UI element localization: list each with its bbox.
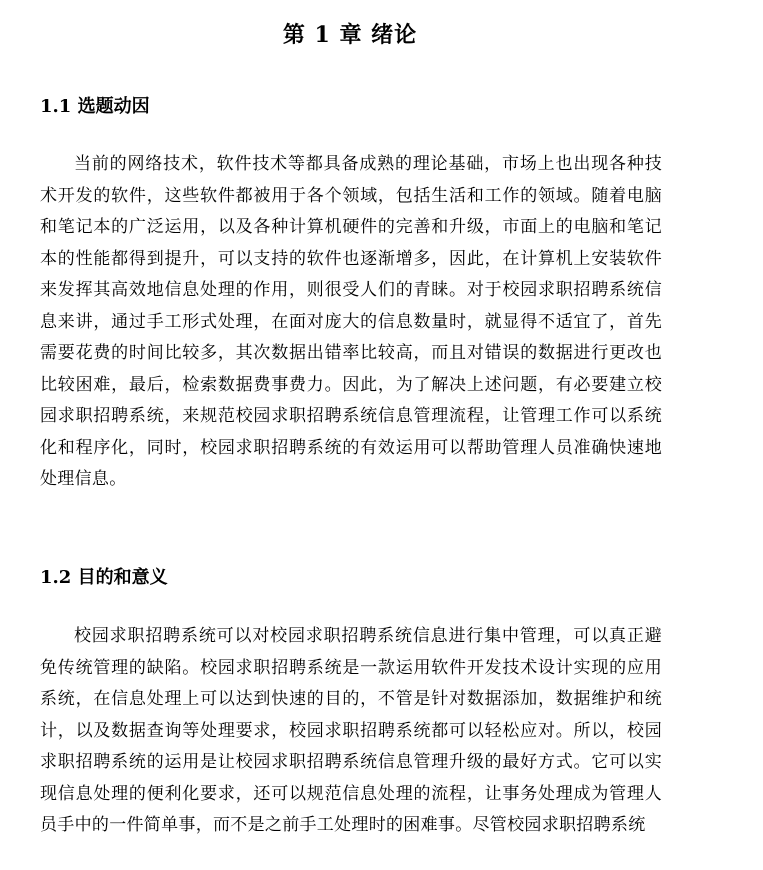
chapter-title: 第 1 章 绪论 (282, 22, 418, 48)
section-title-1-2: 1.2 目的和意义 (40, 567, 168, 588)
section-title-1-1: 1.1 选题动因 (40, 96, 150, 117)
section-1-1-paragraph: 当前的网络技术，软件技术等都具备成熟的理论基础，市场上也出现各种技术开发的软件，这些软件都被用于各个领域，包括生活和工作的领域。随着电脑和笔记本的广泛运用，以及各种计算机硬件的完善和升级，市面上的电脑和笔记本的性能都得到提升，可以支持的软件也逐渐增多，因此，在计算机上安装软件来发挥其高效地信息处理的作用，则很受人们的青睐。对于校园求职招聘系统信息来讲，通过手工形式处理，在面对庞大的信息数量时，就显得不适宜了，首先需要花费的时间比较多，其次数据出错率比较高，而且对错误的数据进行更改也比较困难，最后，检索数据费事费力。因此，为了解决上述问题，有必要建立校园求职招聘系统，来规范校园求职招聘系统信息管理流程，让管理工作可以系统化和程序化，同时，校园求职招聘系统的有效运用可以帮助管理人员准确快速地处理信息。 (40, 154, 662, 489)
section-1-2-paragraph: 校园求职招聘系统可以对校园求职招聘系统信息进行集中管理，可以真正避免传统管理的缺陷。校园求职招聘系统是一款运用软件开发技术设计实现的应用系统，在信息处理上可以达到快速的目的，不管是针对数据添加，数据维护和统计，以及数据查询等处理要求，校园求职招聘系统都可以轻松应对。所以，校园求职招聘系统的运用是让校园求职招聘系统信息管理升级的最好方式。它可以实现信息处理的便利化要求，还可以规范信息处理的流程，让事务处理成为管理人员手中的一件简单事，而不是之前手工处理时的困难事。尽管校园求职招聘系统 (40, 626, 662, 835)
